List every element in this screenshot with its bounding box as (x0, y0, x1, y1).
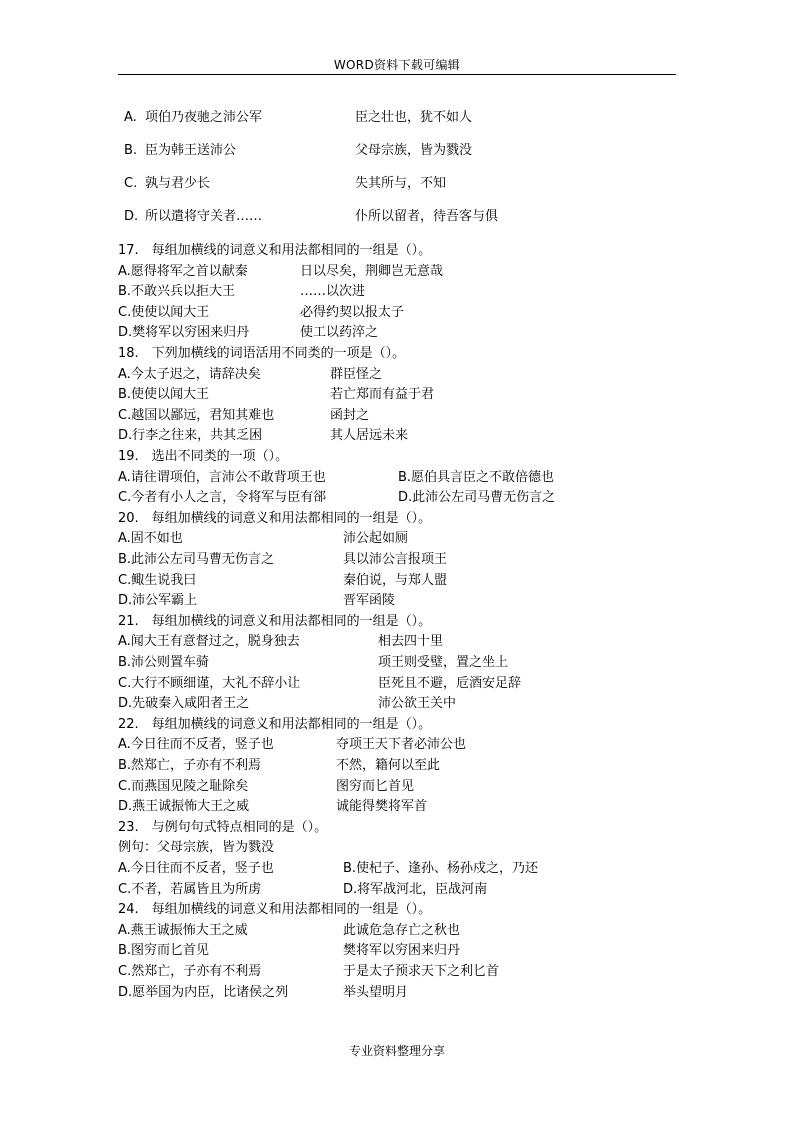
choice-left: A.今太子迟之，请辞决矣 (118, 366, 261, 382)
choice-left: C.而燕国见陵之耻除矣 (118, 778, 249, 794)
choice-right: D.将军战河北，臣战河南 (343, 881, 488, 897)
choice-right: 举头望明月 (343, 984, 409, 1000)
choice-right: 群臣怪之 (330, 366, 383, 382)
option-text-right: 仆所以留者，待吾客与俱 (355, 209, 499, 224)
choice-left: B.此沛公左司马曹无伤言之 (118, 552, 275, 567)
choice-right: 必得约契以报太子 (300, 304, 405, 320)
option-text: 项伯乃夜驰之沛公军 (145, 110, 263, 125)
choice-left: B.使使以闻大王 (118, 387, 210, 403)
question-title: 18. 下列加横线的词语活用不同类的一项是（）。 (118, 346, 406, 361)
choice-left: B.图穷而匕首见 (118, 943, 210, 959)
choice-right: 秦伯说，与郑人盟 (343, 572, 448, 588)
option-label: A. (124, 110, 137, 125)
choice-left: A.今日往而不反者，竖子也 (118, 861, 274, 876)
choice-left: D.行李之往来，共其乏困 (118, 428, 263, 444)
question-title: 19. 选出不同类的一项（）。 (118, 449, 289, 464)
choice-right: 晋军函陵 (343, 593, 396, 609)
choice-left: A.闻大王有意督过之，脱身独去 (118, 634, 300, 650)
choice-right: 日以尽矣，荆卿岂无意哉 (300, 263, 444, 279)
choice-right: D.此沛公左司马曹无伤言之 (398, 490, 556, 506)
option-text-right: 臣之壮也，犹不如人 (355, 110, 473, 125)
choice-left: A.请往谓项伯，言沛公不敢背项王也 (118, 469, 326, 485)
option-label: D. (124, 209, 139, 224)
choice-right: 若亡郑而有益于君 (330, 387, 435, 403)
choice-right: 于是太子预求天下之利匕首 (343, 964, 500, 979)
choice-left: C.鲰生说我曰 (118, 572, 197, 588)
choice-left: B.不敢兴兵以拒大王 (118, 284, 236, 300)
option-text-right: 父母宗族，皆为戮没 (355, 143, 473, 158)
choice-left: D.沛公军霸上 (118, 593, 198, 609)
choice-right: 不然，籍何以至此 (336, 758, 441, 773)
page-footer: 专业资料整理分享 (348, 1044, 445, 1058)
choice-right: 樊将军以穷困来归丹 (343, 943, 461, 959)
choice-left: D.燕王诚振怖大王之威 (118, 799, 250, 815)
choice-left: D.愿举国为内臣，比诸侯之列 (118, 984, 289, 1000)
choice-left: C.越国以鄙远，君知其难也 (118, 407, 275, 423)
choice-right: 使工以药淬之 (300, 325, 379, 341)
choice-right: 夺项王天下者必沛公也 (336, 737, 467, 753)
choice-right: 图穷而匕首见 (336, 778, 415, 794)
question-title: 23. 与例句句式特点相同的是（）。 (118, 819, 328, 835)
choice-left: C.今者有小人之言，令将军与臣有郤 (118, 490, 327, 506)
option-label: B. (124, 143, 138, 158)
choice-right: 沛公欲王关中 (378, 696, 457, 712)
choice-right: ……以次进 (300, 284, 366, 300)
choice-left: A.愿得将军之首以献秦 (118, 263, 248, 279)
choice-right: 臣死且不避，卮酒安足辞 (378, 675, 522, 691)
choice-right: 相去四十里 (378, 634, 444, 650)
choice-right: B.使杞子、逢孙、杨孙戍之，乃还 (343, 861, 539, 876)
choice-left: A.固不如也 (118, 531, 183, 547)
question-title: 21. 每组加横线的词意义和用法都相同的一组是（）。 (118, 613, 432, 629)
choice-right: 项王则受璧，置之坐上 (378, 655, 509, 670)
choice-left: B.沛公则置车骑 (118, 655, 210, 670)
question-title: 20. 每组加横线的词意义和用法都相同的一组是（）。 (118, 510, 432, 526)
choice-left: C.大行不顾细谨，大礼不辞小让 (118, 675, 301, 691)
option-label: C. (124, 176, 138, 191)
option-text-right: 失其所与，不知 (355, 176, 447, 191)
choice-left: B.然郑亡，子亦有不利焉 (118, 758, 262, 773)
choice-left: C.使使以闻大王 (118, 304, 210, 320)
option-text: 臣为韩王送沛公 (145, 143, 237, 158)
choice-left: A.燕王诚振怖大王之威 (118, 922, 248, 938)
question-example: 例句：父母宗族，皆为戮没 (118, 840, 275, 856)
question-title: 24. 每组加横线的词意义和用法都相同的一组是（）。 (118, 902, 432, 918)
option-text: 孰与君少长 (145, 176, 211, 191)
choice-right: 诚能得樊将军首 (336, 799, 428, 815)
choice-right: 此诚危急存亡之秋也 (343, 922, 461, 938)
choice-right: 沛公起如厕 (343, 531, 409, 547)
choice-left: C.不者，若属皆且为所虏 (118, 881, 262, 897)
page-header: WORD资料下载可编辑 (333, 58, 461, 72)
choice-left: D.先破秦入咸阳者王之 (118, 696, 250, 712)
choice-left: D.樊将军以穷困来归丹 (118, 325, 250, 341)
choice-right: B.愿伯具言臣之不敢倍德也 (398, 469, 555, 485)
choice-left: C.然郑亡，子亦有不利焉 (118, 964, 262, 979)
option-text: 所以遣将守关者…… (145, 209, 263, 224)
choice-left: A.今日往而不反者，竖子也 (118, 737, 274, 753)
question-title: 22. 每组加横线的词意义和用法都相同的一组是（）。 (118, 716, 432, 732)
choice-right: 具以沛公言报项王 (343, 552, 448, 567)
question-title: 17. 每组加横线的词意义和用法都相同的一组是（）。 (118, 243, 432, 258)
choice-right: 函封之 (330, 407, 370, 423)
choice-right: 其人居远未来 (330, 428, 409, 444)
